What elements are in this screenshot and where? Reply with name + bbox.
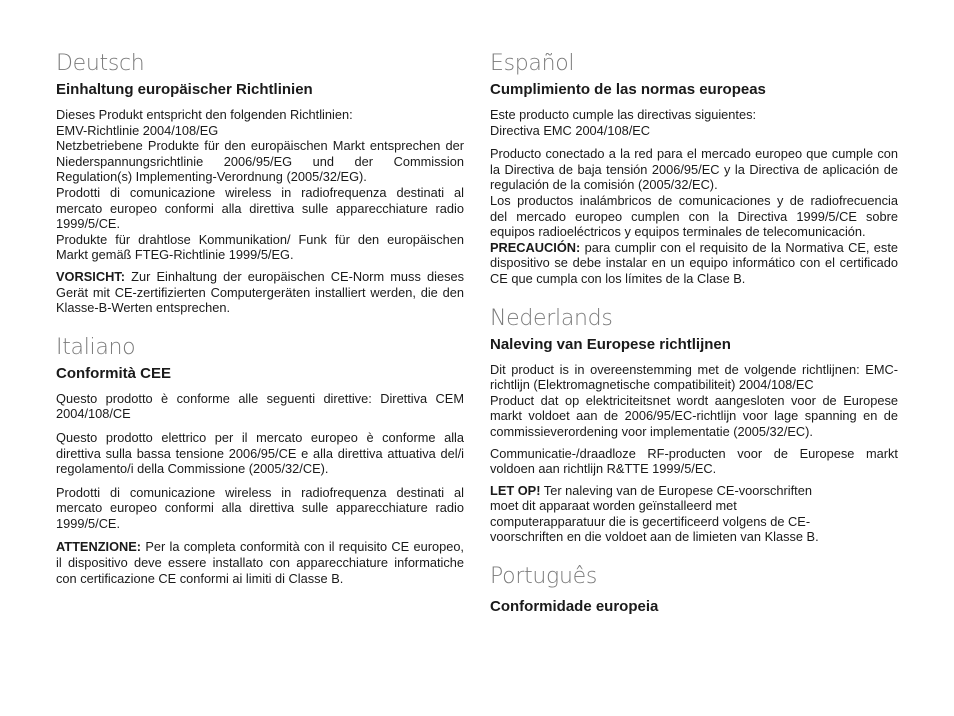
paragraph-italiano-low-voltage: Questo prodotto elettrico per il mercato europeo è conforme alla direttiva sulla bassa tensione 2006/95/CE e alla direttiva attuativa del/i regolamento/i della Commissione (2005/32/CE). — [56, 429, 464, 477]
language-heading-portugues: Português — [490, 564, 597, 590]
text-line: Este producto cumple las directivas siguientes: — [490, 107, 757, 122]
warning-text: Ter naleving van de Europese CE-voorschriften — [540, 482, 812, 498]
text-line: computerapparatuur die is gecertificeerd volgens de CE- — [490, 513, 811, 529]
section-portugues — [490, 563, 898, 616]
paragraph-deutsch-wireless: Produkte für drahtlose Kommunikation/ Funk für den europäischen Markt gemäß FTEG-Richtlinie 1999/5/EG. — [56, 231, 464, 263]
paragraph-nederlands-warning — [490, 483, 898, 545]
section-italiano — [56, 334, 464, 587]
paragraph-deutsch-warning — [56, 269, 464, 316]
paragraph-espanol-low-voltage: Producto conectado a la red para el mercado europeo que cumple con la Directiva de baja tensión 2006/95/EC y la Directiva de aplicación de regulación de la comisión (2005/32/EC). — [490, 146, 898, 193]
paragraph-italiano-wireless: Prodotti di comunicazione wireless in radiofrequenza destinati al mercato europeo conformi alla direttiva sulle apparecchiature radio 1999/5/CE. — [56, 484, 464, 531]
text-line: voorschriften en die voldoet aan de limieten van Klasse B. — [490, 529, 819, 545]
paragraph-espanol-directives — [490, 107, 898, 138]
subheading-espanol: Cumplimiento de las normas europeas — [490, 81, 766, 98]
subheading-nederlands: Naleving van Europese richtlijnen — [490, 335, 731, 353]
paragraph-deutsch-directives — [56, 107, 464, 138]
text-line: moet dit apparaat worden geïnstalleerd met — [490, 498, 737, 514]
subheading-italiano: Conformità CEE — [56, 364, 172, 382]
subheading-portugues: Conformidade europeia — [490, 598, 659, 616]
paragraph-deutsch-wireless-it: Prodotti di comunicazione wireless in radiofrequenza destinati al mercato europeo conformi alla direttiva sulle apparecchiature radio 1999/5/CE. — [56, 184, 464, 232]
section-espanol — [490, 50, 898, 287]
paragraph-nederlands-low-voltage: Product dat op elektriciteitsnet wordt aangesloten voor de Europese markt voldoet aan de 2006/95/EC-richtlijn voor lage spanning en de commissieverordening voor implementatie (2005/32/EC). — [490, 392, 898, 439]
language-heading-nederlands: Nederlands — [490, 305, 613, 331]
section-nederlands — [490, 305, 898, 546]
warning-label: ATTENZIONE: — [56, 539, 142, 555]
text-line: Dieses Produkt entspricht den folgenden Richtlinien: — [56, 107, 353, 122]
subheading-deutsch: Einhaltung europäischer Richtlinien — [56, 81, 313, 98]
paragraph-espanol-wireless: Los productos inalámbricos de comunicaciones y de radiofrecuencia del mercado europeo cumplen con la Directiva 1999/5/CE sobre equipos radioeléctricos y equipos terminales de telecomunicación. — [490, 192, 898, 240]
paragraph-nederlands-directives: Dit product is in overeenstemming met de volgende richtlijnen: EMC-richtlijn (Elektromagnetische compatibiliteit) 2004/108/EC — [490, 361, 898, 393]
paragraph-italiano-directives: Questo prodotto è conforme alle seguenti direttive: Direttiva CEM 2004/108/CE — [56, 390, 464, 422]
section-deutsch — [56, 50, 464, 316]
paragraph-espanol-warning — [490, 240, 898, 287]
language-heading-italiano: Italiano — [56, 334, 136, 360]
paragraph-italiano-warning — [56, 539, 464, 586]
warning-text: para cumplir con el requisito de la Normativa CE, este dispositivo se debe instalar en un equipo informático con el certificado CE que cumpla con los límites de la Clase B. — [490, 239, 898, 286]
text-line: EMV-Richtlinie 2004/108/EG — [56, 122, 219, 138]
right-column — [490, 50, 898, 634]
warning-label: PRECAUCIÓN: — [490, 239, 581, 255]
warning-text: Zur Einhaltung der europäischen CE-Norm muss dieses Gerät mit CE-zertifizierten Computergeräten installiert werden, die den Klasse-B-Werten entsprechen. — [56, 268, 464, 316]
left-column — [56, 50, 464, 604]
language-heading-deutsch: Deutsch — [56, 51, 145, 76]
paragraph-nederlands-wireless: Communicatie-/draadloze RF-producten voor de Europese markt voldoen aan richtlijn R&TTE 1999/5/EC. — [490, 445, 898, 477]
warning-text: Per la completa conformità con il requisito CE europeo, il dispositivo deve essere installato con apparecchiature informatiche con certificazione CE conformi ai limiti di Classe B. — [56, 539, 464, 586]
text-line: Directiva EMC 2004/108/EC — [490, 122, 651, 138]
paragraph-deutsch-low-voltage: Netzbetriebene Produkte für den europäischen Markt entsprechen der Niederspannungsrichtlinie 2006/95/EG und der Commission Regulation(s) Implementing-Verordnung (2005/32/EG). — [56, 138, 464, 185]
warning-label: VORSICHT: — [56, 268, 125, 284]
language-heading-espanol: Español — [490, 51, 575, 76]
warning-label: LET OP! — [490, 482, 541, 498]
